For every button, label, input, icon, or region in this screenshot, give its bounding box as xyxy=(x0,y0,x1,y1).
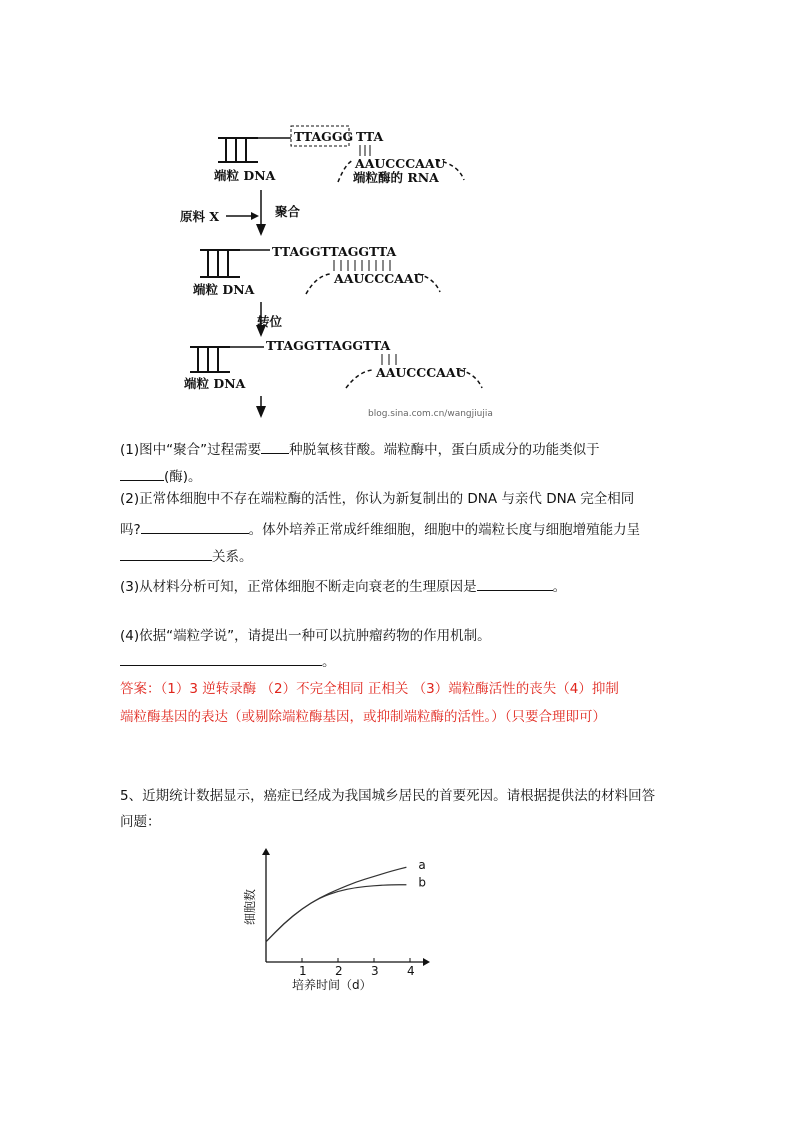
chart-ticks xyxy=(299,958,415,978)
rna-seq-1: AAUCCCAAU xyxy=(355,156,446,171)
series-b-label: b xyxy=(418,875,427,890)
q2-blank-2[interactable] xyxy=(120,546,212,561)
rna-arc-left-1 xyxy=(338,160,354,182)
question-4-line-2 xyxy=(120,651,336,671)
q1-text-a: (1)图中“聚合”过程需要 xyxy=(120,442,262,458)
x-tick-label: 2 xyxy=(335,964,343,978)
q2-blank-1[interactable] xyxy=(141,519,249,534)
seq-bottom: TTAGGTTAGGTTA xyxy=(266,338,391,353)
answer-line-1: 答案：（1）3 逆转录酶 （2）不完全相同 正相关 （3）端粒酶活性的丧失（4）抑制 xyxy=(120,681,619,697)
question-2-line-2 xyxy=(120,519,640,539)
chart-ylabel: 细胞数 xyxy=(243,888,257,926)
q1-text-c: (酶)。 xyxy=(164,469,202,485)
q2-text-b: 吗? xyxy=(120,522,141,538)
label-telomere-dna-2: 端粒 DNA xyxy=(193,282,255,297)
q3-text-b: 。 xyxy=(552,579,567,595)
seq-mid: TTAGGTTAGGTTA xyxy=(272,244,397,259)
seq-top-rest: TTA xyxy=(356,129,384,144)
seq-top-boxed: TTAGGG xyxy=(294,129,354,144)
question-5-line-2: 问题： xyxy=(120,814,161,830)
answer-line-2: 端粒酶基因的表达（或剔除端粒酶基因，或抑制端粒酶的活性。）（只要合理即可） xyxy=(120,709,606,725)
q2-text-d: 关系。 xyxy=(212,549,253,565)
telomere-dna-duplex-2 xyxy=(200,250,240,277)
label-translocate: 转位 xyxy=(257,314,283,329)
series-b-line xyxy=(266,885,406,942)
question-4-line-1 xyxy=(120,627,491,645)
telomerase-diagram xyxy=(178,120,498,420)
series-a-line xyxy=(266,867,406,942)
question-1-line-2 xyxy=(120,466,202,486)
q2-text-a: (2)正常体细胞中不存在端粒酶的活性，你认为新复制出的 DNA 与亲代 DNA 完全相同 xyxy=(120,491,635,507)
q4-text-a: (4)依据“端粒学说”，请提出一种可以抗肿瘤药物的作用机制。 xyxy=(120,628,491,644)
rna-arc-left-3 xyxy=(346,370,372,388)
arrow-head-1 xyxy=(256,224,266,236)
chart-axes xyxy=(262,848,430,966)
q1-blank-1[interactable] xyxy=(261,439,289,454)
question-2-line-1 xyxy=(120,490,634,508)
x-axis-arrow xyxy=(423,958,430,966)
chart-xlabel: 培养时间（d） xyxy=(292,978,372,992)
question-5-line-1: 5、近期统计数据显示，癌症已经成为我国城乡居民的首要死因。请根据提供法的材料回答 xyxy=(120,788,656,804)
label-raw-material: 原料 X xyxy=(180,209,220,224)
q3-text-a: (3)从材料分析可知，正常体细胞不断走向衰老的生理原因是 xyxy=(120,579,477,595)
label-telomere-dna-3: 端粒 DNA xyxy=(184,376,246,391)
rna-seq-2: AAUCCCAAU xyxy=(334,271,425,286)
x-tick-label: 3 xyxy=(371,964,379,978)
q3-blank[interactable] xyxy=(477,576,553,591)
watermark: blog.sina.com.cn/wangjiujia xyxy=(368,409,493,419)
y-axis-arrow xyxy=(262,848,270,855)
question-3 xyxy=(120,576,566,596)
cell-growth-chart xyxy=(240,842,440,998)
telomere-dna-duplex-1 xyxy=(218,138,258,162)
label-polymerize: 聚合 xyxy=(275,204,301,219)
raw-material-arrow-head xyxy=(251,212,259,220)
base-pair-ticks-2 xyxy=(334,260,390,271)
x-tick-label: 1 xyxy=(299,964,307,978)
base-pair-ticks-1 xyxy=(360,145,370,156)
series-a-label: a xyxy=(418,858,426,873)
label-telomerase-rna: 端粒酶的 RNA xyxy=(353,170,439,185)
telomere-dna-duplex-3 xyxy=(190,347,230,372)
x-tick-label: 4 xyxy=(407,964,415,978)
q4-text-b: 。 xyxy=(322,654,336,670)
question-1-line-1 xyxy=(120,439,600,459)
q2-text-c: 。体外培养正常成纤维细胞，细胞中的端粒长度与细胞增殖能力呈 xyxy=(248,522,641,538)
rna-arc-left-2 xyxy=(306,274,330,294)
question-2-line-3 xyxy=(120,546,253,566)
chart-lines xyxy=(266,858,426,942)
q4-blank[interactable] xyxy=(120,651,322,666)
rna-seq-3: AAUCCCAAU xyxy=(376,365,467,380)
arrow-head-3 xyxy=(256,406,266,418)
q1-blank-2[interactable] xyxy=(120,466,164,481)
q1-text-b: 种脱氧核苷酸。端粒酶中，蛋白质成分的功能类似于 xyxy=(289,442,600,458)
base-pair-ticks-3 xyxy=(382,354,396,365)
label-telomere-dna-1: 端粒 DNA xyxy=(214,168,276,183)
